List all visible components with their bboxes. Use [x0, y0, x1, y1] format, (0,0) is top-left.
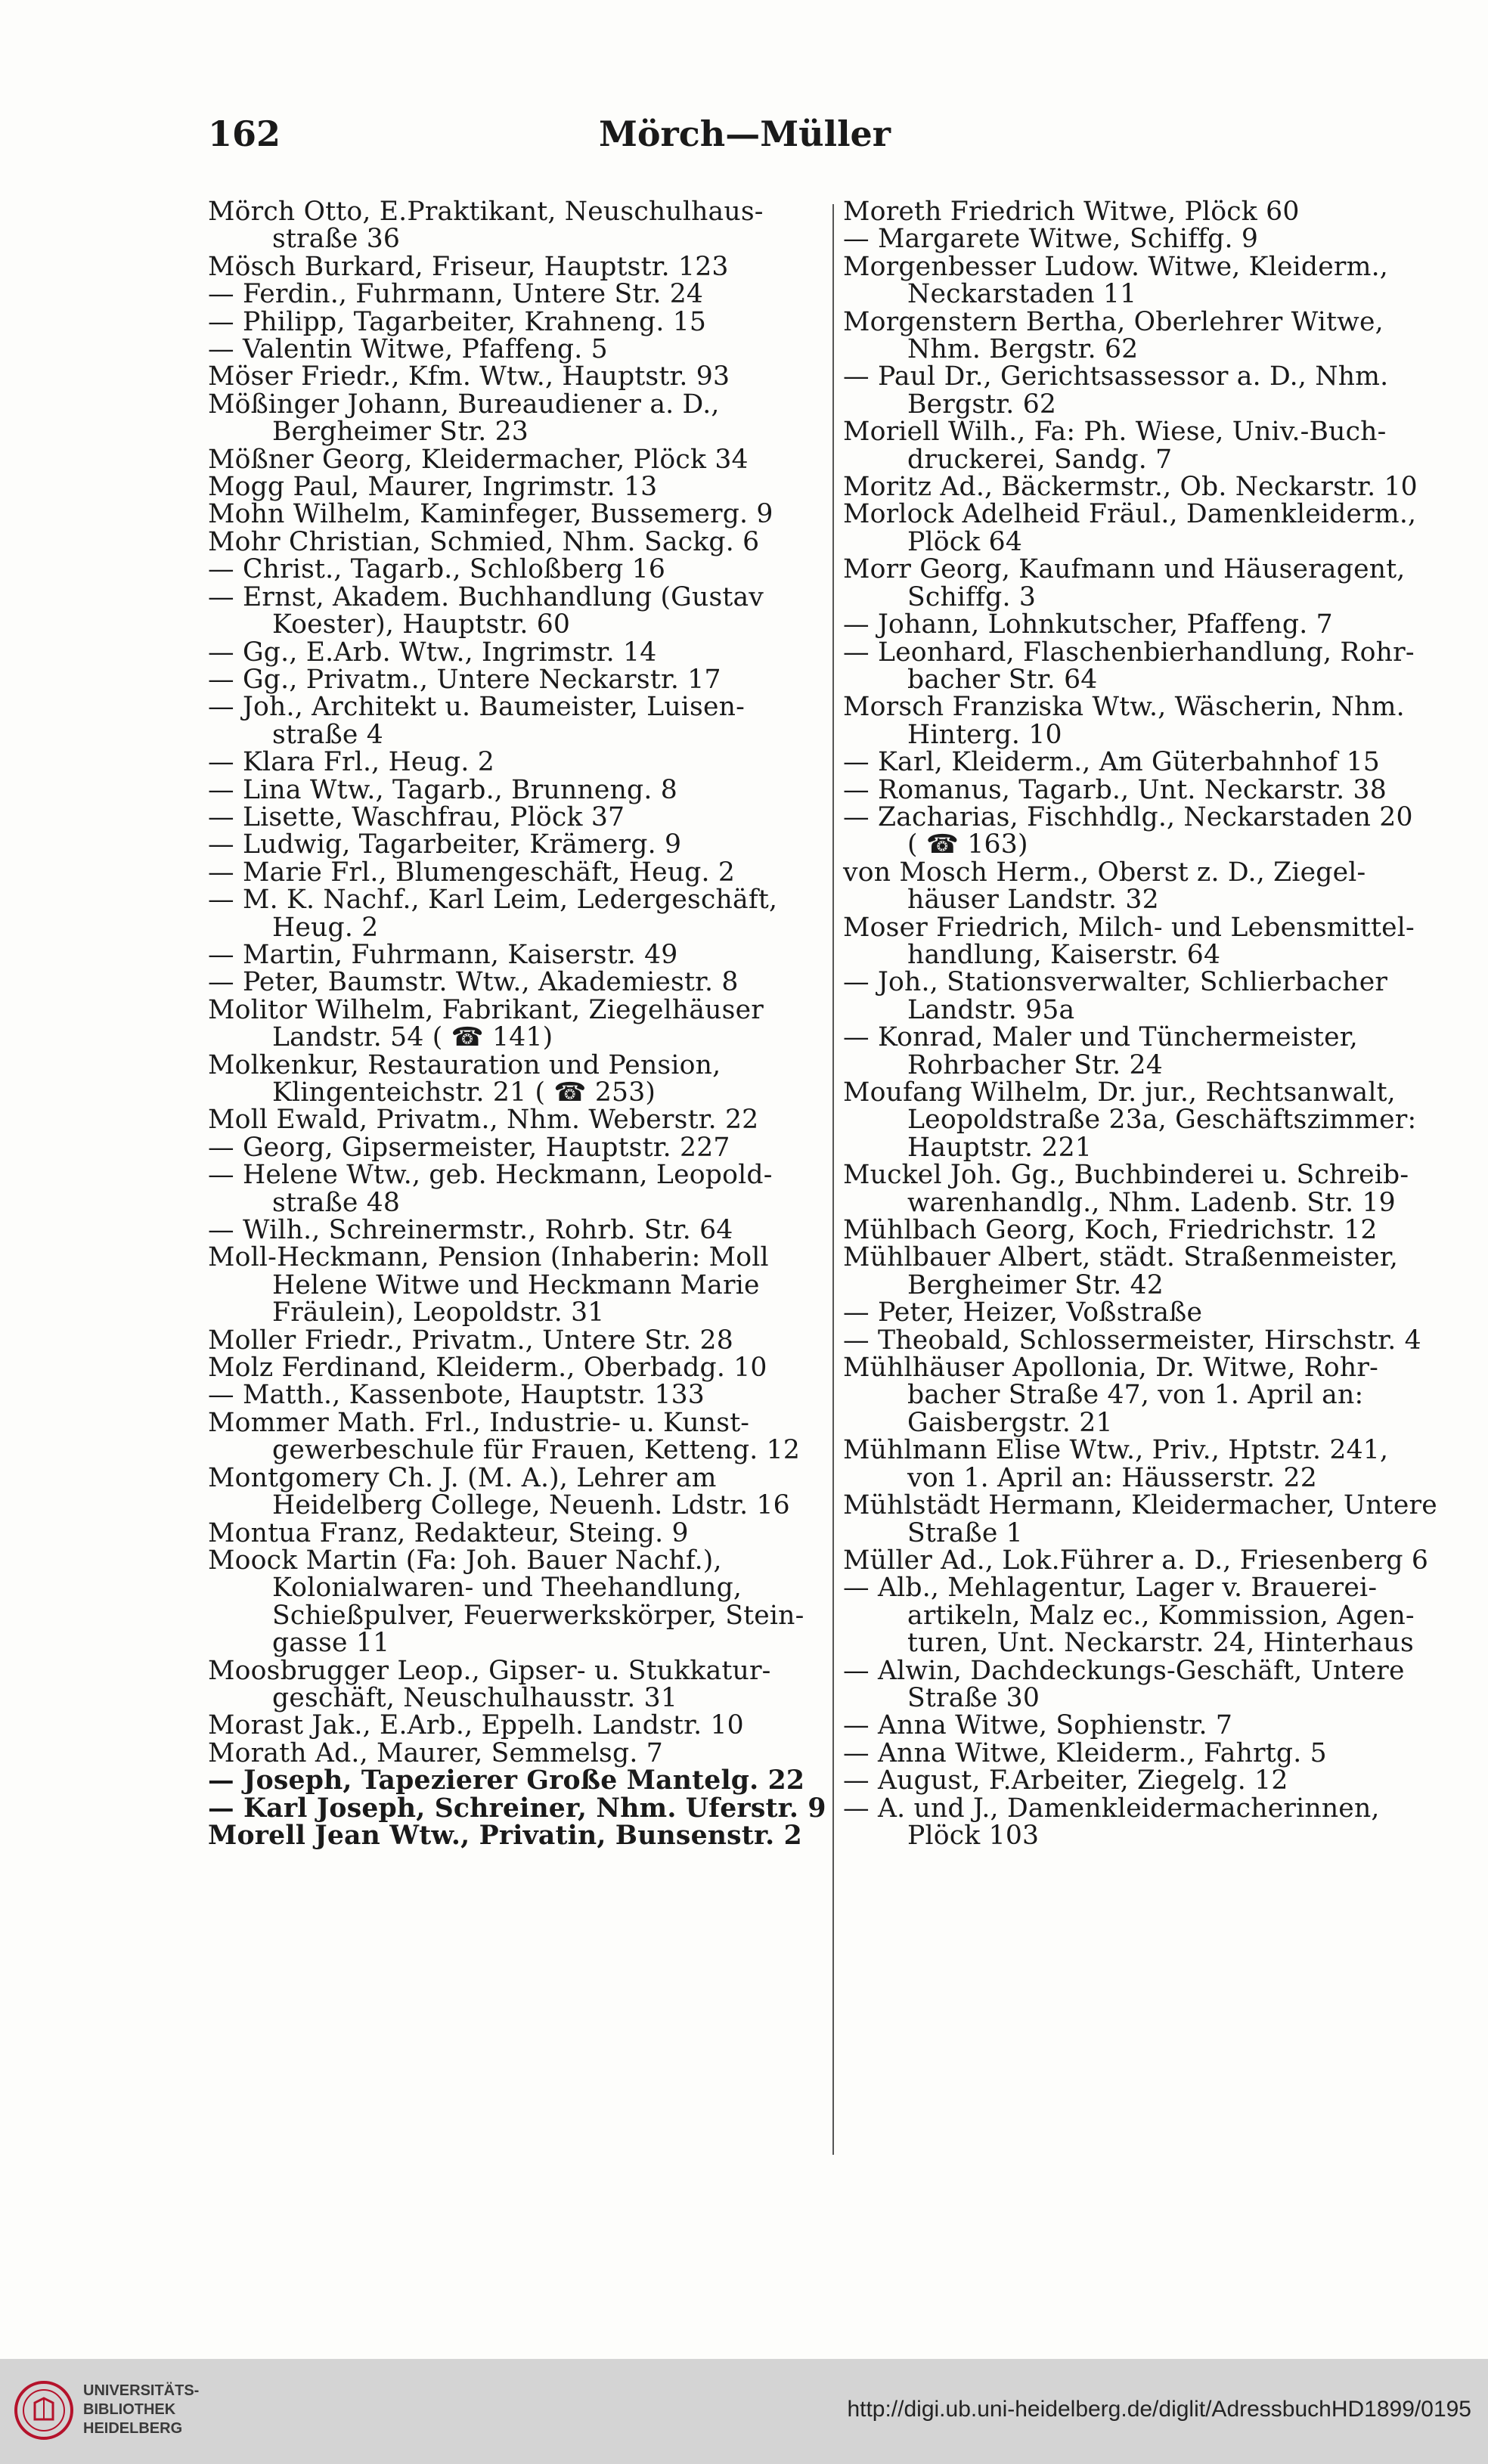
directory-entry: Mühlmann Elise Wtw., Priv., Hptstr. 241,: [843, 1435, 1389, 1466]
footer-bar: [0, 2359, 1488, 2464]
directory-entry: — Karl, Kleiderm., Am Güterbahnhof 15: [843, 747, 1380, 778]
directory-entry: — A. und J., Damenkleidermacherinnen,: [843, 1793, 1380, 1824]
library-name-line: UNIVERSITÄTS-: [83, 2382, 200, 2399]
directory-entry-continuation: gewerbeschule für Frauen, Ketteng. 12: [272, 1435, 801, 1466]
directory-entry-continuation: geschäft, Neuschulhausstr. 31: [272, 1682, 678, 1713]
directory-entry: von Mosch Herm., Oberst z. D., Ziegel-: [843, 857, 1366, 888]
directory-entry-continuation: Kolonialwaren- und Theehandlung,: [272, 1573, 742, 1604]
column-divider: [832, 204, 834, 2155]
directory-entry: Mößinger Johann, Bureaudiener a. D.,: [208, 389, 720, 420]
directory-entry: Montua Franz, Redakteur, Steing. 9: [208, 1517, 689, 1548]
directory-entry: Moufang Wilhelm, Dr. jur., Rechtsanwalt,: [843, 1077, 1396, 1108]
directory-entry: Mösch Burkard, Friseur, Hauptstr. 123: [208, 251, 729, 282]
directory-entry-continuation: Plöck 103: [907, 1820, 1040, 1851]
directory-entry-continuation: Schießpulver, Feuerwerkskörper, Stein-: [272, 1600, 804, 1631]
directory-entry: Molkenkur, Restauration und Pension,: [208, 1049, 721, 1080]
directory-entry-continuation: Heug. 2: [272, 912, 379, 943]
directory-entry: Molitor Wilhelm, Fabrikant, Ziegelhäuser: [208, 994, 764, 1025]
directory-entry: Moock Martin (Fa: Joh. Bauer Nachf.),: [208, 1545, 722, 1576]
directory-entry-continuation: Helene Witwe und Heckmann Marie: [272, 1269, 760, 1300]
directory-entry: — Gg., Privatm., Untere Neckarstr. 17: [208, 664, 721, 695]
directory-entry: — Helene Wtw., geb. Heckmann, Leopold-: [208, 1160, 773, 1191]
directory-entry: Morgenstern Bertha, Oberlehrer Witwe,: [843, 306, 1384, 337]
directory-entry-continuation: Hauptstr. 221: [907, 1132, 1093, 1163]
directory-entry: — Georg, Gipsermeister, Hauptstr. 227: [208, 1132, 730, 1163]
directory-entry: — Peter, Heizer, Voßstraße: [843, 1297, 1203, 1328]
directory-entry: Morgenbesser Ludow. Witwe, Kleiderm.,: [843, 251, 1388, 282]
directory-entry: Moll-Heckmann, Pension (Inhaberin: Moll: [208, 1242, 769, 1273]
library-name-line: BIBLIOTHEK: [83, 2401, 176, 2418]
directory-entry-continuation: artikeln, Malz ec., Kommission, Agen-: [907, 1600, 1415, 1631]
directory-entry: — Anna Witwe, Kleiderm., Fahrtg. 5: [843, 1737, 1327, 1768]
directory-entry-continuation: bacher Str. 64: [907, 664, 1098, 695]
directory-entry: — Zacharias, Fischhdlg., Neckarstaden 20: [843, 801, 1413, 832]
directory-entry: Mühlstädt Hermann, Kleidermacher, Untere: [843, 1490, 1437, 1521]
directory-entry: — Leonhard, Flaschenbierhandlung, Rohr-: [843, 637, 1415, 668]
directory-entry: Müller Ad., Lok.Führer a. D., Friesenberg 6: [843, 1545, 1429, 1576]
directory-entry: Mühlbauer Albert, städt. Straßenmeister,: [843, 1242, 1399, 1273]
library-name: [83, 2382, 199, 2438]
directory-entry: Mörch Otto, E.Praktikant, Neuschulhaus-: [208, 197, 764, 227]
directory-entry: — Valentin Witwe, Pfaffeng. 5: [208, 334, 608, 365]
running-title: Mörch—Müller: [598, 113, 891, 154]
directory-entry: Montgomery Ch. J. (M. A.), Lehrer am: [208, 1462, 717, 1493]
directory-entry: — Klara Frl., Heug. 2: [208, 747, 494, 778]
directory-entry-continuation: Straße 1: [907, 1517, 1023, 1548]
directory-entry: — Joseph, Tapezierer Große Mantelg. 22: [208, 1765, 805, 1796]
directory-entry: — M. K. Nachf., Karl Leim, Ledergeschäft,: [208, 885, 778, 916]
directory-entry: Moll Ewald, Privatm., Nhm. Weberstr. 22: [208, 1105, 759, 1136]
directory-entry: — Ernst, Akadem. Buchhandlung (Gustav: [208, 581, 764, 612]
directory-entry-continuation: Fräulein), Leopoldstr. 31: [272, 1297, 605, 1328]
directory-entry-continuation: warenhandlg., Nhm. Ladenb. Str. 19: [907, 1187, 1396, 1218]
directory-entry-continuation: Landstr. 95a: [907, 994, 1075, 1025]
directory-entry-continuation: Neckarstaden 11: [907, 279, 1137, 310]
directory-entry-continuation: gasse 11: [272, 1628, 390, 1659]
directory-entry: — Margarete Witwe, Schiffg. 9: [843, 224, 1259, 255]
directory-entry: — Wilh., Schreinermstr., Rohrb. Str. 64: [208, 1215, 733, 1246]
directory-entry: Muckel Joh. Gg., Buchbinderei u. Schreib-: [843, 1160, 1409, 1191]
directory-entry: — Joh., Architekt u. Baumeister, Luisen-: [208, 692, 746, 723]
directory-entry-continuation: Koester), Hauptstr. 60: [272, 609, 571, 640]
directory-entry: — Martin, Fuhrmann, Kaiserstr. 49: [208, 939, 678, 970]
directory-entry: — Lisette, Waschfrau, Plöck 37: [208, 801, 625, 832]
directory-entry: — Ferdin., Fuhrmann, Untere Str. 24: [208, 279, 704, 310]
directory-entry: — Alb., Mehlagentur, Lager v. Brauerei-: [843, 1573, 1378, 1604]
directory-entry: Moser Friedrich, Milch- und Lebensmittel-: [843, 912, 1415, 943]
right-column: [843, 198, 1455, 1849]
directory-entry: — Konrad, Maler und Tünchermeister,: [843, 1022, 1358, 1053]
directory-entry-continuation: Rohrbacher Str. 24: [907, 1049, 1163, 1080]
directory-entry-continuation: Bergheimer Str. 42: [907, 1269, 1164, 1300]
directory-entry: — Anna Witwe, Sophienstr. 7: [843, 1710, 1233, 1741]
directory-entry: — August, F.Arbeiter, Ziegelg. 12: [843, 1765, 1288, 1796]
directory-entry: Mühlhäuser Apollonia, Dr. Witwe, Rohr-: [843, 1353, 1378, 1384]
directory-entry: — Johann, Lohnkutscher, Pfaffeng. 7: [843, 609, 1333, 640]
directory-entry: Mogg Paul, Maurer, Ingrimstr. 13: [208, 472, 658, 503]
directory-entry: Mühlbach Georg, Koch, Friedrichstr. 12: [843, 1215, 1378, 1246]
directory-entry: Moritz Ad., Bäckermstr., Ob. Neckarstr. 10: [843, 472, 1418, 503]
directory-entry: — Matth., Kassenbote, Hauptstr. 133: [208, 1380, 705, 1411]
directory-entry: Moriell Wilh., Fa: Ph. Wiese, Univ.-Buch-: [843, 417, 1387, 448]
directory-entry-continuation: Plöck 64: [907, 526, 1023, 557]
directory-entry: Morell Jean Wtw., Privatin, Bunsenstr. 2: [208, 1820, 802, 1851]
directory-entry: Moller Friedr., Privatm., Untere Str. 28: [208, 1325, 733, 1356]
page-header: [208, 113, 1282, 166]
directory-entry: Morsch Franziska Wtw., Wäscherin, Nhm.: [843, 692, 1405, 723]
directory-entry-continuation: häuser Landstr. 32: [907, 885, 1159, 916]
directory-entry: — Christ., Tagarb., Schloßberg 16: [208, 554, 666, 585]
directory-entry: — Gg., E.Arb. Wtw., Ingrimstr. 14: [208, 637, 657, 668]
directory-entry-continuation: straße 48: [272, 1187, 401, 1218]
directory-entry: — Romanus, Tagarb., Unt. Neckarstr. 38: [843, 774, 1387, 805]
directory-entry-continuation: Leopoldstraße 23a, Geschäftszimmer:: [907, 1105, 1417, 1136]
directory-entry: Moreth Friedrich Witwe, Plöck 60: [843, 197, 1300, 227]
directory-entry: — Theobald, Schlossermeister, Hirschstr. 4: [843, 1325, 1421, 1356]
directory-entry: Mommer Math. Frl., Industrie- u. Kunst-: [208, 1407, 750, 1438]
directory-entry: Molz Ferdinand, Kleiderm., Oberbadg. 10: [208, 1353, 767, 1384]
directory-entry-continuation: Schiffg. 3: [907, 581, 1037, 612]
directory-entry-continuation: Hinterg. 10: [907, 719, 1062, 750]
directory-entry: — Karl Joseph, Schreiner, Nhm. Uferstr. 9: [208, 1793, 826, 1824]
directory-entry-continuation: handlung, Kaiserstr. 64: [907, 939, 1221, 970]
directory-entry-continuation: Bergheimer Str. 23: [272, 417, 529, 448]
directory-entry: — Ludwig, Tagarbeiter, Krämerg. 9: [208, 829, 682, 860]
directory-entry: Mohr Christian, Schmied, Nhm. Sackg. 6: [208, 526, 760, 557]
directory-entry-continuation: von 1. April an: Häusserstr. 22: [907, 1462, 1317, 1493]
directory-entry-continuation: Klingenteichstr. 21 ( ☎ 253): [272, 1077, 656, 1108]
directory-entry: Morr Georg, Kaufmann und Häuseragent,: [843, 554, 1406, 585]
directory-entry-continuation: bacher Straße 47, von 1. April an:: [907, 1380, 1364, 1411]
directory-entry-continuation: Heidelberg College, Neuenh. Ldstr. 16: [272, 1490, 790, 1521]
source-url-link[interactable]: http://digi.ub.uni-heidelberg.de/diglit/AdressbuchHD1899/0195: [847, 2397, 1471, 2422]
directory-entry-continuation: Nhm. Bergstr. 62: [907, 334, 1139, 365]
directory-entry-continuation: druckerei, Sandg. 7: [907, 444, 1173, 475]
directory-entry: — Alwin, Dachdeckungs-Geschäft, Untere: [843, 1655, 1405, 1686]
directory-entry: — Paul Dr., Gerichtsassessor a. D., Nhm.: [843, 361, 1389, 392]
directory-entry-continuation: Gaisbergstr. 21: [907, 1407, 1113, 1438]
directory-entry-continuation: Straße 30: [907, 1682, 1040, 1713]
directory-entry: Moosbrugger Leop., Gipser- u. Stukkatur-: [208, 1655, 771, 1686]
directory-entry: — Lina Wtw., Tagarb., Brunneng. 8: [208, 774, 677, 805]
directory-entry: — Philipp, Tagarbeiter, Krahneng. 15: [208, 306, 707, 337]
page-number: 162: [208, 113, 281, 154]
directory-entry-continuation: ( ☎ 163): [907, 829, 1028, 860]
directory-entry-continuation: turen, Unt. Neckarstr. 24, Hinterhaus: [907, 1628, 1414, 1659]
directory-entry-continuation: straße 4: [272, 719, 383, 750]
directory-entry-continuation: Bergstr. 62: [907, 389, 1057, 420]
directory-entry: Morlock Adelheid Fräul., Damenkleiderm.,: [843, 499, 1417, 530]
directory-entry-continuation: Landstr. 54 ( ☎ 141): [272, 1022, 553, 1053]
directory-entry: — Marie Frl., Blumengeschäft, Heug. 2: [208, 857, 736, 888]
directory-entry: Mößner Georg, Kleidermacher, Plöck 34: [208, 444, 749, 475]
directory-entry-continuation: straße 36: [272, 224, 401, 255]
library-name-line: HEIDELBERG: [83, 2420, 183, 2437]
directory-entry: Möser Friedr., Kfm. Wtw., Hauptstr. 93: [208, 361, 730, 392]
directory-entry: — Joh., Stationsverwalter, Schlierbacher: [843, 967, 1388, 998]
directory-entry: Morath Ad., Maurer, Semmelsg. 7: [208, 1737, 663, 1768]
directory-entry: Morast Jak., E.Arb., Eppelh. Landstr. 10: [208, 1710, 744, 1741]
directory-entry: Mohn Wilhelm, Kaminfeger, Bussemerg. 9: [208, 499, 773, 530]
library-seal-icon: [14, 2380, 74, 2441]
directory-entry: — Peter, Baumstr. Wtw., Akademiestr. 8: [208, 967, 739, 998]
left-column: [208, 197, 826, 1851]
